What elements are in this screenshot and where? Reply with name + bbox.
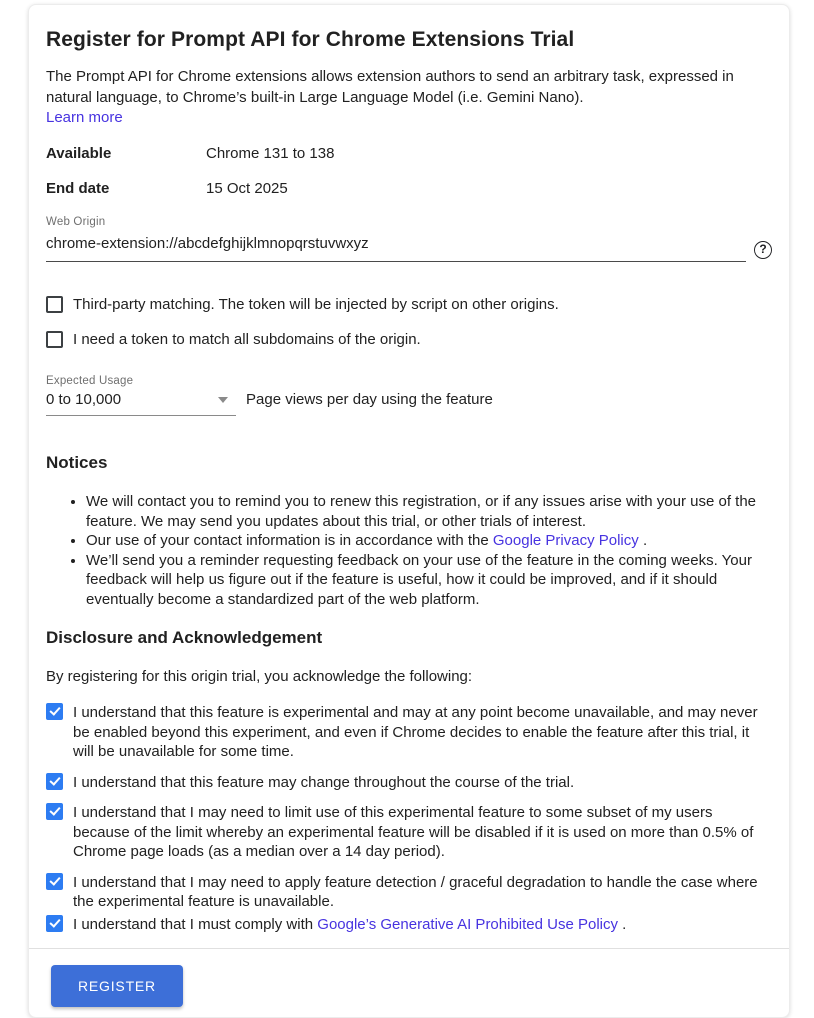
acknowledgement-label: I understand that I may need to apply feature detection / graceful degradation to handle the case where the experimental feature is unavailable. [73,873,758,910]
subdomain-matching-label: I need a token to match all subdomains of the origin. [73,331,421,348]
expected-usage-row [46,390,772,416]
notices-list [46,492,772,609]
web-origin-label: Web Origin [46,216,106,228]
feature-description: The Prompt API for Chrome extensions allows extension authors to send an arbitrary task, expressed in natural language, to Chrome’s built-in Large Language Model (i.e. Gemini Nano). [46,68,734,106]
expected-usage-label: Expected Usage [46,375,134,387]
available-value: Chrome 131 to 138 [206,145,335,162]
subdomain-matching-checkbox[interactable] [46,331,63,348]
help-icon[interactable]: ? [754,241,772,259]
card-footer [29,948,789,1017]
web-origin-field [46,215,772,262]
page-title: Register for Prompt API for Chrome Extensions Trial [46,28,575,51]
learn-more-row [46,108,772,128]
subdomain-matching-row[interactable] [46,329,772,350]
register-button[interactable]: REGISTER [51,965,183,1007]
acknowledgement-item[interactable] [46,873,772,912]
third-party-matching-label: Third-party matching. The token will be injected by script on other origins. [73,296,559,313]
acknowledgement-label: I understand that I may need to limit use of this experimental feature to some subset of my users because of the limit whereby an experimental feature will be disabled if it is used on more than 0.5% of Chrome page loads (as a median over a 14 day period). [73,804,754,860]
acknowledgement-item[interactable] [46,915,772,935]
end-date-row [46,179,772,199]
card-body [29,5,789,948]
web-origin-row [46,233,772,262]
acknowledgement-label: I understand that this feature is experimental and may at any point become unavailable, and may never be enabled beyond this experiment, and even if Chrome decides to enable the feature after this trial, it will be unavailable for some time. [73,704,758,760]
acknowledgement-list [46,703,772,934]
end-date-value: 15 Oct 2025 [206,180,288,197]
available-label: Available [46,145,112,162]
web-origin-input[interactable]: chrome-extension://abcdefghijklmnopqrstuvwxyz [46,233,746,262]
chevron-down-icon [218,397,228,403]
notice-item: • We’ll send you a reminder requesting feedback on your use of the feature in the coming weeks. Your feedback will help us figure out if the feature is useful, how it could be improved, and if it should eventually become a standardized part of the web platform. [86,551,772,610]
acknowledgement-label: I understand that this feature may change throughout the course of the trial. [73,773,575,791]
google-privacy-policy-link[interactable]: Google Privacy Policy [492,532,639,549]
expected-usage-select[interactable] [46,390,236,416]
acknowledgement-item[interactable] [46,773,772,793]
notice-item: • We will contact you to remind you to renew this registration, or if any issues arise with your use of the feature. We may send you updates about this trial, or other trials of interest. [86,492,772,531]
third-party-matching-row[interactable] [46,294,772,315]
generative-ai-prohibited-use-policy-link[interactable]: Google’s Generative AI Prohibited Use Policy [317,915,618,933]
expected-usage-hint: Page views per day using the feature [246,391,493,408]
notice-item: • Our use of your contact information is in accordance with the Google Privacy Policy . [86,531,772,551]
expected-usage-field [46,374,772,416]
available-row [46,144,772,164]
disclosure-intro: By registering for this origin trial, you acknowledge the following: [46,668,473,685]
end-date-label: End date [46,180,110,197]
learn-more-link[interactable]: Learn more [46,109,123,126]
disclosure-heading: Disclosure and Acknowledgement [46,628,323,647]
registration-card [28,4,790,1018]
acknowledgement-checkbox-2[interactable] [46,773,63,790]
notices-heading: Notices [46,453,108,472]
acknowledgement-checkbox-5[interactable] [46,915,63,932]
expected-usage-value: 0 to 10,000 [46,391,122,408]
acknowledgement-checkbox-1[interactable] [46,703,63,720]
acknowledgement-item[interactable] [46,703,772,762]
acknowledgement-checkbox-3[interactable] [46,803,63,820]
third-party-matching-checkbox[interactable] [46,296,63,313]
acknowledgement-label: I understand that I must comply with Google’s Generative AI Prohibited Use Policy . [73,915,627,933]
acknowledgement-checkbox-4[interactable] [46,873,63,890]
acknowledgement-item[interactable] [46,803,772,862]
